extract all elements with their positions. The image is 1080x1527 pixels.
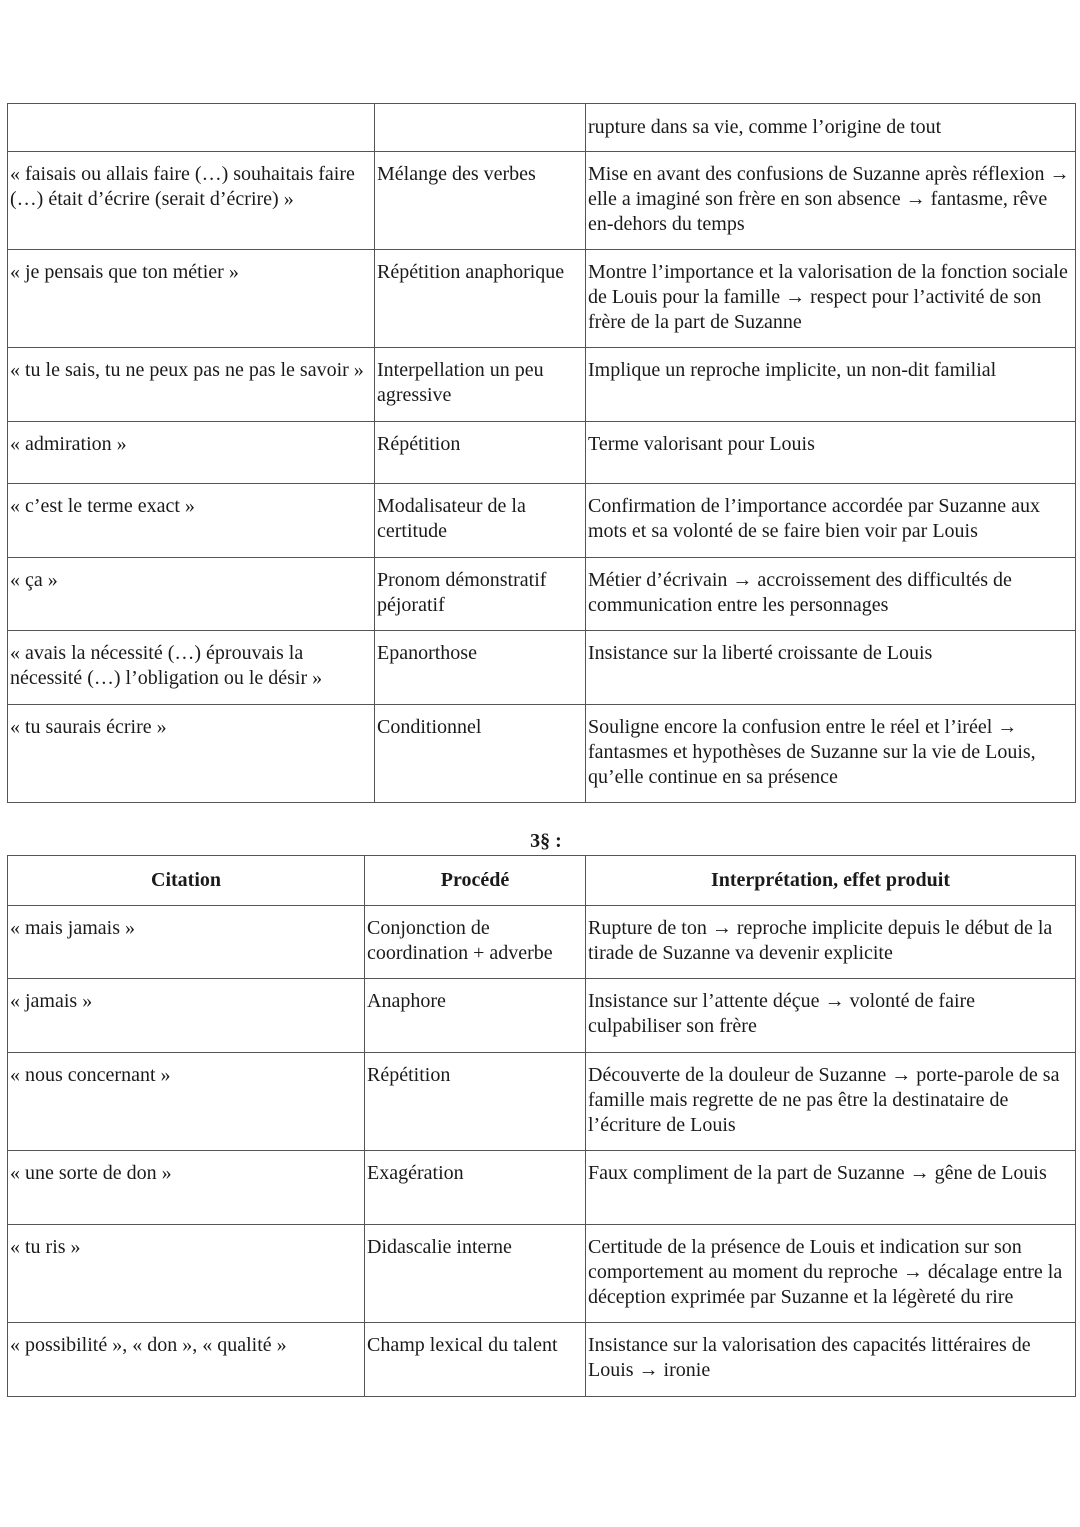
procede-cell: Didascalie interne xyxy=(365,1225,586,1323)
table-row xyxy=(8,1323,1076,1397)
interpretation-cell: Faux compliment de la part de Suzanne → gêne de Louis xyxy=(586,1151,1076,1225)
procede-cell: Conditionnel xyxy=(375,705,586,803)
interpretation-cell: Métier d’écrivain → accroissement des difficultés de communication entre les personnages xyxy=(586,558,1076,631)
procede-cell: Répétition anaphorique xyxy=(375,250,586,348)
citation-cell: « c’est le terme exact » xyxy=(8,484,375,558)
table-row xyxy=(8,705,1076,803)
table-row xyxy=(8,1225,1076,1323)
citation-cell xyxy=(8,104,375,152)
interpretation-cell: Terme valorisant pour Louis xyxy=(586,422,1076,484)
citation-cell: « jamais » xyxy=(8,979,365,1053)
interpretation-cell: Confirmation de l’importance accordée par Suzanne aux mots et sa volonté de se faire bien voir par Louis xyxy=(586,484,1076,558)
interpretation-cell: Insistance sur l’attente déçue → volonté de faire culpabiliser son frère xyxy=(586,979,1076,1053)
interpretation-cell: Montre l’importance et la valorisation de la fonction sociale de Louis pour la famille → respect pour l’activité de son frère de la part de Suzanne xyxy=(586,250,1076,348)
citation-cell: « tu saurais écrire » xyxy=(8,705,375,803)
section-title: 3§ : xyxy=(530,830,562,852)
procede-cell: Champ lexical du talent xyxy=(365,1323,586,1397)
table-row xyxy=(8,250,1076,348)
procede-cell: Anaphore xyxy=(365,979,586,1053)
table-row xyxy=(8,979,1076,1053)
table-row xyxy=(8,422,1076,484)
citation-cell: « admiration » xyxy=(8,422,375,484)
citation-cell: « je pensais que ton métier » xyxy=(8,250,375,348)
interpretation-cell: Insistance sur la valorisation des capacités littéraires de Louis → ironie xyxy=(586,1323,1076,1397)
table-row xyxy=(8,1053,1076,1151)
interpretation-cell: Certitude de la présence de Louis et indication sur son comportement au moment du reproche → décalage entre la déception exprimée par Suzanne et la légèreté du rire xyxy=(586,1225,1076,1323)
interpretation-cell: Implique un reproche implicite, un non-dit familial xyxy=(586,348,1076,422)
citation-cell: « avais la nécessité (…) éprouvais la nécessité (…) l’obligation ou le désir » xyxy=(8,631,375,705)
analysis-table-3 xyxy=(7,855,1076,1397)
table-row xyxy=(8,104,1076,152)
citation-cell: « mais jamais » xyxy=(8,906,365,979)
procede-cell: Répétition xyxy=(375,422,586,484)
citation-cell: « possibilité », « don », « qualité » xyxy=(8,1323,365,1397)
procede-cell: Interpellation un peu agressive xyxy=(375,348,586,422)
citation-cell: « ça » xyxy=(8,558,375,631)
interpretation-cell: rupture dans sa vie, comme l’origine de tout xyxy=(586,104,1076,152)
table-row xyxy=(8,1151,1076,1225)
procede-cell: Répétition xyxy=(365,1053,586,1151)
procede-cell: Epanorthose xyxy=(375,631,586,705)
column-header-interpretation: Interprétation, effet produit xyxy=(586,856,1076,906)
analysis-table-continued xyxy=(7,103,1076,803)
interpretation-cell: Souligne encore la confusion entre le réel et l’iréel → fantasmes et hypothèses de Suzanne sur la vie de Louis, qu’elle continue en sa présence xyxy=(586,705,1076,803)
procede-cell: Pronom démonstratif péjoratif xyxy=(375,558,586,631)
interpretation-cell: Rupture de ton → reproche implicite depuis le début de la tirade de Suzanne va devenir explicite xyxy=(586,906,1076,979)
procede-cell: Modalisateur de la certitude xyxy=(375,484,586,558)
citation-cell: « tu le sais, tu ne peux pas ne pas le savoir » xyxy=(8,348,375,422)
interpretation-cell: Découverte de la douleur de Suzanne → porte-parole de sa famille mais regrette de ne pas être la destinataire de l’écriture de Louis xyxy=(586,1053,1076,1151)
interpretation-cell: Mise en avant des confusions de Suzanne après réflexion → elle a imaginé son frère en son absence → fantasme, rêve en-dehors du temps xyxy=(586,152,1076,250)
table-row xyxy=(8,558,1076,631)
procede-cell: Exagération xyxy=(365,1151,586,1225)
table-row xyxy=(8,348,1076,422)
table-row xyxy=(8,906,1076,979)
citation-cell: « faisais ou allais faire (…) souhaitais faire (…) était d’écrire (serait d’écrire) » xyxy=(8,152,375,250)
table-row xyxy=(8,631,1076,705)
citation-cell: « une sorte de don » xyxy=(8,1151,365,1225)
procede-cell: Conjonction de coordination + adverbe xyxy=(365,906,586,979)
interpretation-cell: Insistance sur la liberté croissante de Louis xyxy=(586,631,1076,705)
citation-cell: « tu ris » xyxy=(8,1225,365,1323)
table-row xyxy=(8,152,1076,250)
procede-cell xyxy=(375,104,586,152)
procede-cell: Mélange des verbes xyxy=(375,152,586,250)
column-header-procede: Procédé xyxy=(365,856,586,906)
table-row xyxy=(8,484,1076,558)
citation-cell: « nous concernant » xyxy=(8,1053,365,1151)
column-header-citation: Citation xyxy=(8,856,365,906)
table-header-row xyxy=(8,856,1076,906)
